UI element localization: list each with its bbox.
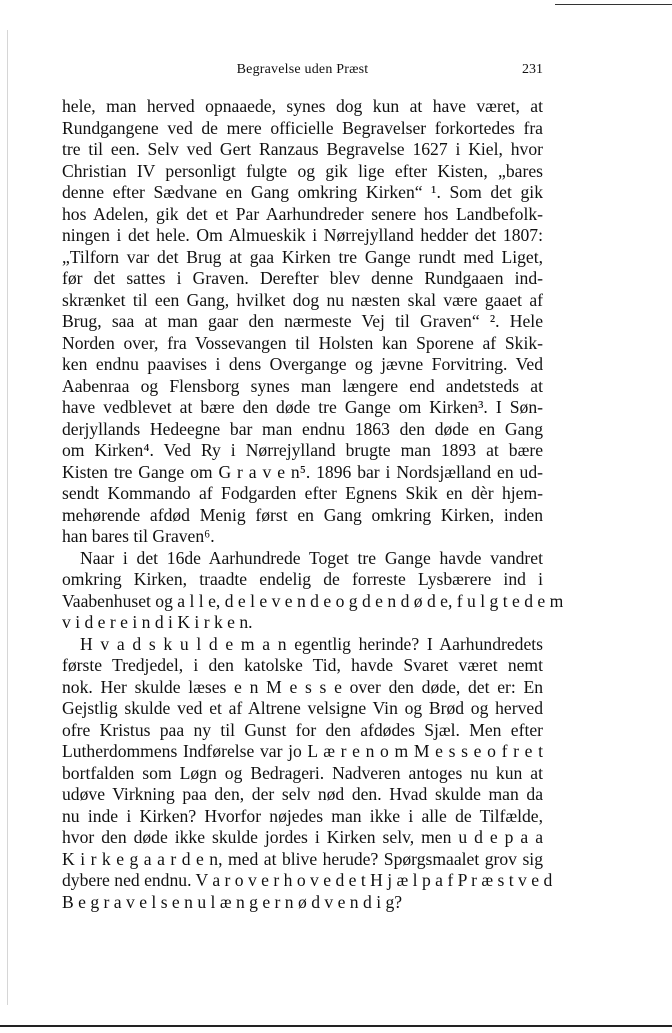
text-line: sendt Kommando af Fodgarden efter Egnens Skik en dèr hjem- xyxy=(62,483,543,503)
text-line: bortfalden som Løgn og Bedrageri. Nadveren antoges nu kun at xyxy=(62,762,543,783)
text-line: Vaabenhuset og a l l e, d e l e v e n d e o g d e n d ø d e, f u l g t e d e m xyxy=(62,590,564,611)
text-line: dybere ned endnu. V a r o v e r h o v e d e t H j æ l p a f P r æ s t v e d xyxy=(62,870,553,890)
text-line: skrænket til een Gang, hvilket dog nu næsten skal være gaaet af xyxy=(62,289,543,310)
page-top-edge xyxy=(555,4,672,5)
text-line: Christian IV personligt fulgte og gik lige efter Kisten, „bares xyxy=(62,160,543,181)
text-line: han bares til Graven⁶. xyxy=(62,526,215,546)
text-line: Brug, saa at man gaar den nærmeste Vej til Graven“ ². Hele xyxy=(62,311,543,331)
text-line: nok. Her skulde læses e n M e s s e over den døde, det er: En xyxy=(62,676,543,697)
text-line: omkring Kirken, traadte endelig de forreste Lysbærere ind i xyxy=(62,569,543,589)
text-line: udøve Virkning paa den, der selv nød den. Hvad skulde man da xyxy=(62,784,543,804)
text-line: have vedblevet at bære den døde tre Gange om Kirken³. I Søn- xyxy=(62,397,543,417)
text-line: denne efter Sædvane en Gang omkring Kirken“ ¹. Som det gik xyxy=(62,182,543,202)
text-line: derjyllands Hedeegne bar man endnu 1863 den døde en Gang xyxy=(62,418,543,439)
text-line: Aabenraa og Flensborg synes man længere end andetsteds at xyxy=(62,375,543,396)
text-line: tre til een. Selv ved Gert Ranzaus Begravelse 1627 i Kiel, hvor xyxy=(62,139,543,159)
text-line: Lutherdommens Indførelse var jo L æ r e n o m M e s s e o f r e t xyxy=(62,741,543,761)
text-line: ningen i det hele. Om Almueskik i Nørrejylland hedder det 1807: xyxy=(62,225,543,245)
text-line: v i d e r e i n d i K i r k e n. xyxy=(62,612,253,632)
page-left-edge xyxy=(7,30,8,1005)
running-header xyxy=(62,62,543,82)
text-line: K i r k e g a a r d e n, med at blive herude? Spørgsmaalet grov sig xyxy=(62,848,543,869)
text-line: Gejstlig skulde ved et af Altrene velsigne Vin og Brød og herved xyxy=(62,698,543,718)
paragraph-start-line: H v a d s k u l d e m a n egentlig herinde? I Aarhundredets xyxy=(80,633,543,654)
running-title: Begravelse uden Præst xyxy=(236,62,369,77)
text-line: Rundgangene ved de mere officielle Begravelser forkortedes fra xyxy=(62,117,543,138)
page-number: 231 xyxy=(522,62,543,77)
text-line: mehørende afdød Menig først en Gang omkring Kirken, inden xyxy=(62,504,543,525)
paragraph-start-line: Naar i det 16de Aarhundrede Toget tre Gange havde vandret xyxy=(80,547,543,568)
text-line: nu inde i Kirken? Hvorfor nøjedes man ikke i alle de Tilfælde, xyxy=(62,805,543,826)
body-text xyxy=(62,96,564,913)
text-line: „Tilforn var det Brug at gaa Kirken tre Gange rundt med Liget, xyxy=(62,246,543,267)
text-line: ofre Kristus paa ny til Gunst for den afdødes Sjæl. Men efter xyxy=(62,719,543,740)
text-line: B e g r a v e l s e n u l æ n g e r n ø d v e n d i g? xyxy=(62,891,403,912)
text-line: ken endnu paavises i dens Overgange og jævne Forvitring. Ved xyxy=(62,354,543,374)
text-line: før det sattes i Graven. Derefter blev denne Rundgaaen ind- xyxy=(62,268,543,288)
text-line: Kisten tre Gange om G r a v e n⁵. 1896 bar i Nordsjælland en ud- xyxy=(62,461,543,482)
text-line: Norden over, fra Vossevangen til Holsten kan Sporene af Skik- xyxy=(62,332,543,353)
text-line: hele, man herved opnaaede, synes dog kun at have været, at xyxy=(62,96,543,116)
page-bottom-edge xyxy=(0,1025,672,1027)
text-line: hvor den døde ikke skulde jordes i Kirken selv, men u d e p a a xyxy=(62,827,543,847)
text-line: første Tredjedel, i den katolske Tid, havde Svaret været nemt xyxy=(62,655,543,675)
text-line: om Kirken⁴. Ved Ry i Nørrejylland brugte man 1893 at bære xyxy=(62,440,543,460)
text-line: hos Adelen, gik det et Par Aarhundreder senere hos Landbefolk- xyxy=(62,203,543,224)
